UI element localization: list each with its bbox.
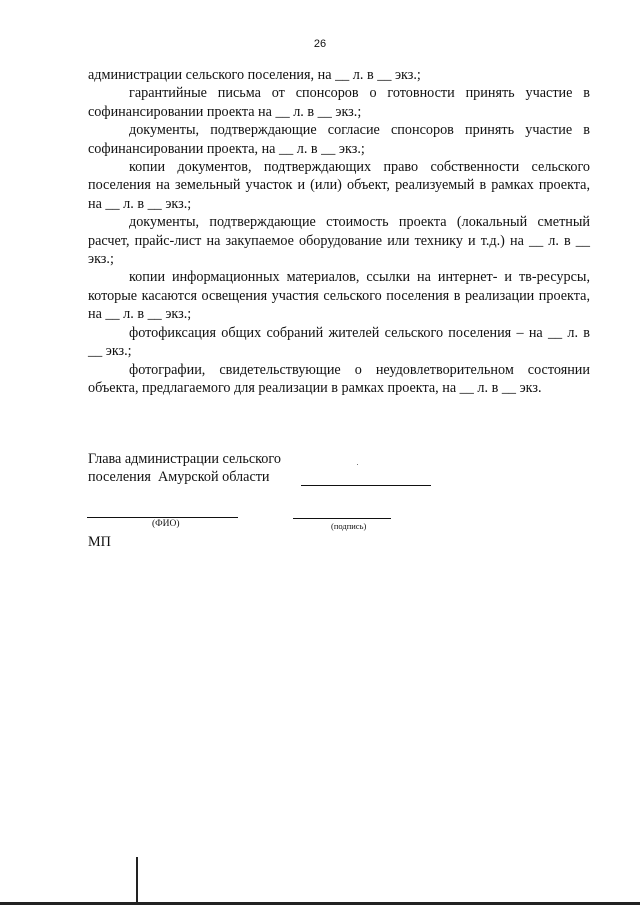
stamp-place-label: МП (88, 534, 111, 550)
paragraph-condition-photos: фотографии, свидетельствующие о неудовлетворительном состоянии объекта, предлагаемого для реализации в рамках проекта, на __ л. в __ экз. (88, 361, 590, 396)
signatory-title-line-1: Глава администрации сельского (88, 451, 281, 467)
signature-line (301, 485, 431, 486)
paragraph-meeting-photos: фотофиксация общих собраний жителей сельского поселения – на __ л. в __ экз.; (88, 324, 590, 360)
paragraph-guarantee-letters: гарантийные письма от спонсоров о готовности принять участие в софинансировании проекта на __ л. в __ экз.; (88, 85, 590, 120)
signatory-title-line-2: поселения Амурской области (88, 469, 270, 486)
scan-speck (357, 464, 358, 465)
podpis-caption: (подпись) (331, 521, 367, 531)
fio-line (87, 517, 238, 518)
paragraph-media-materials: копии информационных материалов, ссылки на интернет- и тв-ресурсы, которые касаются освещения участия сельского поселения в реализации проекта, на __ л. в __ экз.; (88, 269, 590, 323)
paragraph-sponsor-consent: документы, подтверждающие согласие спонсоров принять участие в софинансировании проекта, на __ л. в __ экз.; (88, 122, 590, 157)
paragraph-administration-docs: администрации сельского поселения, на __ л. в __ экз.; (88, 67, 421, 83)
document-body (88, 66, 590, 397)
page-number: 26 (313, 38, 327, 50)
signatory-title (88, 450, 281, 487)
scan-artifact-mark (136, 857, 138, 905)
fio-caption: (ФИО) (152, 519, 180, 529)
paragraph-ownership-docs: копии документов, подтверждающих право собственности сельского поселения на земельный участок и (или) объект, реализуемый в рамках проекта, на __ л. в __ экз.; (88, 159, 590, 212)
paragraph-cost-docs: документы, подтверждающие стоимость проекта (локальный сметный расчет, прайс-лист на закупаемое оборудование или технику и т.д.) на __ л. в __ экз.; (88, 214, 590, 268)
podpis-line (293, 518, 391, 519)
